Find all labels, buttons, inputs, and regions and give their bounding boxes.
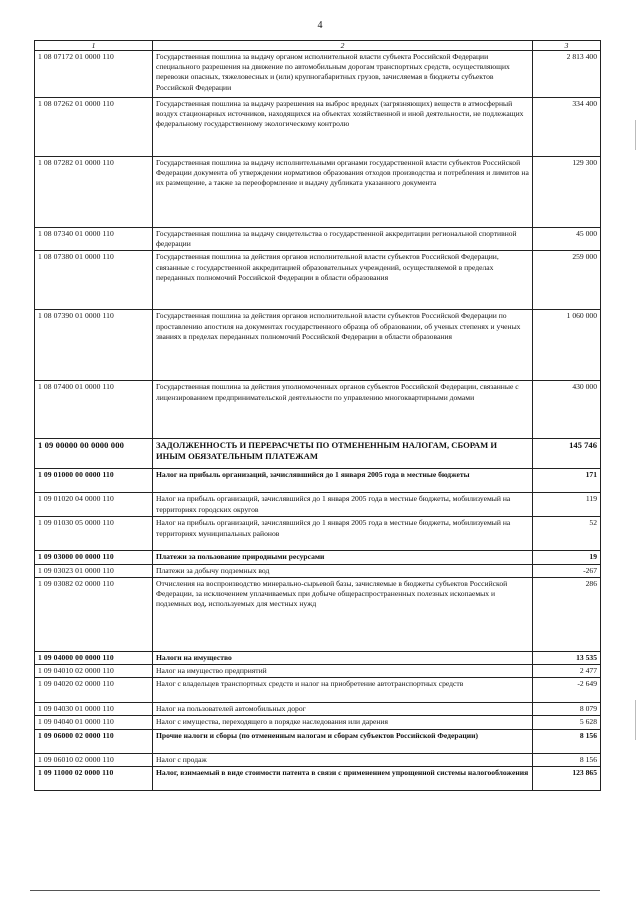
row-name: Прочие налоги и сборы (по отмененным налогам и сборам субъектов Российской Федерации): [153, 729, 533, 753]
row-code: 1 09 04040 01 0000 110: [35, 716, 153, 729]
row-name: Налог на пользователей автомобильных дорог: [153, 703, 533, 716]
header-col-3: 3: [533, 41, 601, 51]
row-code: 1 09 11000 02 0000 110: [35, 766, 153, 790]
row-code: 1 09 01030 05 0000 110: [35, 517, 153, 551]
row-name: Государственная пошлина за действия уполномоченных органов субъектов Российской Федерации, связанные с лицензированием предпринимательской деятельности по управлению многоквартирными домами: [153, 381, 533, 439]
row-name: Налог на имущество предприятий: [153, 665, 533, 678]
table-header-row: [35, 41, 601, 51]
row-name: Государственная пошлина за действия органов исполнительной власти субъектов Российской Федерации по проставлению апостиля на документах государственного образца об образовании, об ученых степенях и ученых званиях в пределах переданных полномочий Российской Федерации в области образования: [153, 310, 533, 381]
row-code: 1 09 06010 02 0000 110: [35, 753, 153, 766]
row-name: Государственная пошлина за действия органов исполнительной власти субъектов Российской Федерации, связанные с государственной аккредитацией образовательных учреждений, осуществляемой в пределах переданных полномочий Российской Федерации в области образования: [153, 251, 533, 310]
row-amount: 430 000: [533, 381, 601, 439]
row-code: 1 09 04020 02 0000 110: [35, 678, 153, 703]
table-row: [35, 577, 601, 651]
scan-margin-mark: [635, 700, 636, 740]
row-amount: 129 300: [533, 157, 601, 228]
table-body: [35, 41, 601, 791]
row-name: Налоги на имущество: [153, 651, 533, 664]
row-name: Налог на прибыль организаций, зачислявшийся до 1 января 2005 года в местные бюджеты, мобилизуемый на территориях городских округов: [153, 493, 533, 517]
table-row: [35, 98, 601, 157]
row-code: 1 09 03000 00 0000 110: [35, 551, 153, 564]
row-amount: -2 649: [533, 678, 601, 703]
table-row: [35, 469, 601, 493]
row-name: Государственная пошлина за выдачу органом исполнительной власти субъекта Российской Федерации специального разрешения на движение по автомобильным дорогам транспортных средств, осуществляющих перевозки опасных, тяжеловесных и (или) крупногабаритных грузов, зачисляемая в бюджеты субъектов Российской Федерации: [153, 51, 533, 98]
table-row: [35, 665, 601, 678]
row-amount: 2 477: [533, 665, 601, 678]
table-row: [35, 729, 601, 753]
bottom-rule: [30, 890, 600, 891]
table-row: [35, 716, 601, 729]
row-amount: 119: [533, 493, 601, 517]
row-amount: 259 000: [533, 251, 601, 310]
row-amount: 286: [533, 577, 601, 651]
row-amount: 8 079: [533, 703, 601, 716]
table-row: [35, 766, 601, 790]
row-amount: 8 156: [533, 753, 601, 766]
revenue-table: [34, 40, 601, 791]
row-code: 1 09 00000 00 0000 000: [35, 439, 153, 469]
row-amount: 171: [533, 469, 601, 493]
row-code: 1 09 01000 00 0000 110: [35, 469, 153, 493]
row-name: Налог с имущества, переходящего в порядке наследования или дарения: [153, 716, 533, 729]
row-name: Государственная пошлина за выдачу исполнительными органами государственной власти субъектов Российской Федерации документа об утверждении нормативов образования отходов производства и потребления и лимитов на их размещение, а также за переоформление и выдачу дубликата указанного документа: [153, 157, 533, 228]
row-amount: 5 628: [533, 716, 601, 729]
table-row: [35, 703, 601, 716]
table-row: [35, 551, 601, 564]
row-code: 1 08 07400 01 0000 110: [35, 381, 153, 439]
table-row: [35, 753, 601, 766]
row-amount: 123 865: [533, 766, 601, 790]
table-row: [35, 564, 601, 577]
row-code: 1 08 07390 01 0000 110: [35, 310, 153, 381]
row-code: 1 09 03023 01 0000 110: [35, 564, 153, 577]
header-col-1: 1: [35, 41, 153, 51]
table-row: [35, 517, 601, 551]
header-col-2: 2: [153, 41, 533, 51]
table-row: [35, 678, 601, 703]
row-code: 1 09 04030 01 0000 110: [35, 703, 153, 716]
table-row: [35, 157, 601, 228]
table-row: [35, 251, 601, 310]
row-code: 1 09 04010 02 0000 110: [35, 665, 153, 678]
row-amount: 334 400: [533, 98, 601, 157]
row-name: Платежи за добычу подземных вод: [153, 564, 533, 577]
row-code: 1 08 07380 01 0000 110: [35, 251, 153, 310]
row-name: Налог с продаж: [153, 753, 533, 766]
row-code: 1 09 06000 02 0000 110: [35, 729, 153, 753]
table-row: [35, 439, 601, 469]
row-code: 1 09 03082 02 0000 110: [35, 577, 153, 651]
row-amount: -267: [533, 564, 601, 577]
row-name: Государственная пошлина за выдачу разрешения на выброс вредных (загрязняющих) веществ в атмосферный воздух стационарных источников, находящихся на объектах хозяйственной и иной деятельности, не подлежащих федеральному государственному экологическому контролю: [153, 98, 533, 157]
row-name: Налог на прибыль организаций, зачислявшийся до 1 января 2005 года в местные бюджеты: [153, 469, 533, 493]
table-row: [35, 651, 601, 664]
table-row: [35, 381, 601, 439]
row-name: ЗАДОЛЖЕННОСТЬ И ПЕРЕРАСЧЕТЫ ПО ОТМЕНЕННЫМ НАЛОГАМ, СБОРАМ И ИНЫМ ОБЯЗАТЕЛЬНЫМ ПЛАТЕЖАМ: [153, 439, 533, 469]
table-row: [35, 228, 601, 251]
row-code: 1 08 07340 01 0000 110: [35, 228, 153, 251]
row-amount: 19: [533, 551, 601, 564]
row-name: Налог с владельцев транспортных средств и налог на приобретение автотранспортных средств: [153, 678, 533, 703]
table-row: [35, 493, 601, 517]
row-amount: 145 746: [533, 439, 601, 469]
row-name: Налог, взимаемый в виде стоимости патента в связи с применением упрощенной системы налогообложения: [153, 766, 533, 790]
row-code: 1 09 01020 04 0000 110: [35, 493, 153, 517]
row-code: 1 08 07172 01 0000 110: [35, 51, 153, 98]
row-amount: 2 813 400: [533, 51, 601, 98]
page-number: 4: [317, 20, 323, 31]
scan-margin-mark: [635, 120, 636, 150]
row-code: 1 09 04000 00 0000 110: [35, 651, 153, 664]
row-amount: 45 000: [533, 228, 601, 251]
row-amount: 13 535: [533, 651, 601, 664]
row-name: Налог на прибыль организаций, зачислявшийся до 1 января 2005 года в местные бюджеты, мобилизуемый на территориях муниципальных районов: [153, 517, 533, 551]
row-amount: 8 156: [533, 729, 601, 753]
row-amount: 1 060 000: [533, 310, 601, 381]
row-code: 1 08 07262 01 0000 110: [35, 98, 153, 157]
row-name: Государственная пошлина за выдачу свидетельства о государственной аккредитации региональной спортивной федерации: [153, 228, 533, 251]
row-code: 1 08 07282 01 0000 110: [35, 157, 153, 228]
row-name: Платежи за пользование природными ресурсами: [153, 551, 533, 564]
row-amount: 52: [533, 517, 601, 551]
table-row: [35, 310, 601, 381]
table-row: [35, 51, 601, 98]
row-name: Отчисления на воспроизводство минерально-сырьевой базы, зачисляемые в бюджеты субъектов Российской Федерации, за исключением уплачиваемых при добыче общераспространенных полезных ископаемых и подземных вод, используемых для местных нужд: [153, 577, 533, 651]
